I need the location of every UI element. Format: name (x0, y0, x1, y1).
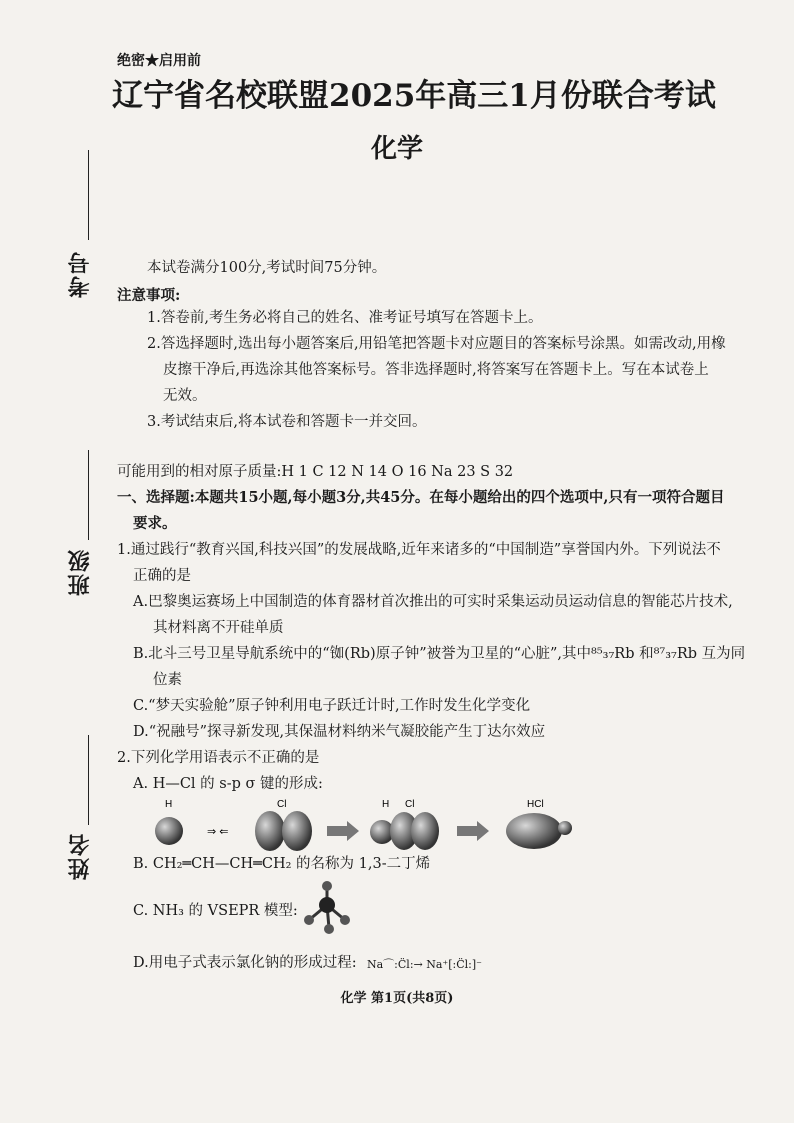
note-item: 皮擦干净后,再选涂其他答案标号。答非选择题时,将答案写在答题卡上。写在本试卷上 (163, 362, 709, 378)
section-heading: 一、选择题:本题共15小题,每小题3分,共45分。在每小题给出的四个选项中,只有一项符合题目 (117, 489, 725, 506)
nh3-vsepr-model (297, 880, 357, 935)
q1-stem: 1.通过践行“教育兴国,科技兴国”的发展战略,近年来诸多的“中国制造”享誉国内外。下列说法不 (117, 542, 721, 558)
cl-label-2: Cl (405, 799, 415, 810)
svg-text:⇒ ⇐: ⇒ ⇐ (207, 826, 229, 838)
note-item: 2.答选择题时,选出每小题答案后,用铅笔把答题卡对应题目的答案标号涂黑。如需改动,用橡 (147, 336, 726, 352)
q2-stem: 2.下列化学用语表示不正确的是 (117, 750, 320, 766)
atomic-mass-line: 可能用到的相对原子质量:H 1 C 12 N 14 O 16 Na 23 S 32 (117, 464, 514, 480)
cl-label: Cl (277, 799, 287, 810)
q1-stem-cont: 正确的是 (133, 568, 191, 584)
q1-option-d: D.“祝融号”探寻新发现,其保温材料纳米气凝胶能产生丁达尔效应 (133, 724, 546, 740)
note-item: 1.答卷前,考生务必将自己的姓名、准考证号填写在答题卡上。 (147, 310, 543, 326)
q2-option-d: D.用电子式表示氯化钠的形成过程: (133, 955, 357, 971)
subject-title: 化学 (370, 134, 423, 164)
q1-option-c: C.“梦天实验舱”原子钟利用电子跃迁计时,工作时发生化学变化 (133, 698, 531, 714)
h-label-2: H (382, 799, 390, 810)
name-label: 姓名 (67, 832, 93, 880)
h-label: H (165, 799, 173, 810)
notes-heading: 注意事项: (117, 287, 181, 304)
q1-option-a-cont: 其材料离不开硅单质 (153, 620, 284, 636)
name-line[interactable] (88, 735, 89, 825)
section-heading-cont: 要求。 (133, 515, 177, 532)
page-body (117, 0, 767, 1000)
intro-text: 本试卷满分100分,考试时间75分钟。 (147, 260, 387, 276)
hcl-label: HCl (527, 799, 544, 810)
q2-option-b: B. CH₂═CH—CH═CH₂ 的名称为 1,3-二丁烯 (133, 856, 431, 872)
nacl-electron-formula: Na⌒:C̈l:→ Na⁺[:C̈l:]⁻ (367, 958, 482, 971)
secret-label: 绝密★启用前 (117, 53, 201, 69)
exam-title: 辽宁省名校联盟2025年高三1月份联合考试 (112, 78, 716, 114)
q1-option-a: A.巴黎奥运赛场上中国制造的体育器材首次推出的可实时采集运动员运动信息的智能芯片技术, (133, 594, 733, 610)
q1-option-b-cont: 位素 (153, 672, 182, 688)
class-label: 班级 (67, 548, 93, 596)
page-footer: 化学 第1页(共8页) (340, 991, 454, 1006)
class-line[interactable] (88, 450, 89, 540)
note-item: 无效。 (163, 388, 207, 404)
exam-no-label: 考号 (67, 250, 93, 298)
q2-option-c: C. NH₃ 的 VSEPR 模型: (133, 903, 298, 919)
q1-option-b: B.北斗三号卫星导航系统中的“铷(Rb)原子钟”被誉为卫星的“心脏”,其中⁸⁵₃₇Rb 和⁸⁷₃₇Rb 互为同 (133, 646, 746, 662)
q2-option-a: A. H—Cl 的 s-p σ 键的形成: (133, 776, 323, 792)
note-item: 3.考试结束后,将本试卷和答题卡一并交回。 (147, 414, 427, 430)
exam-no-line[interactable] (88, 150, 89, 240)
